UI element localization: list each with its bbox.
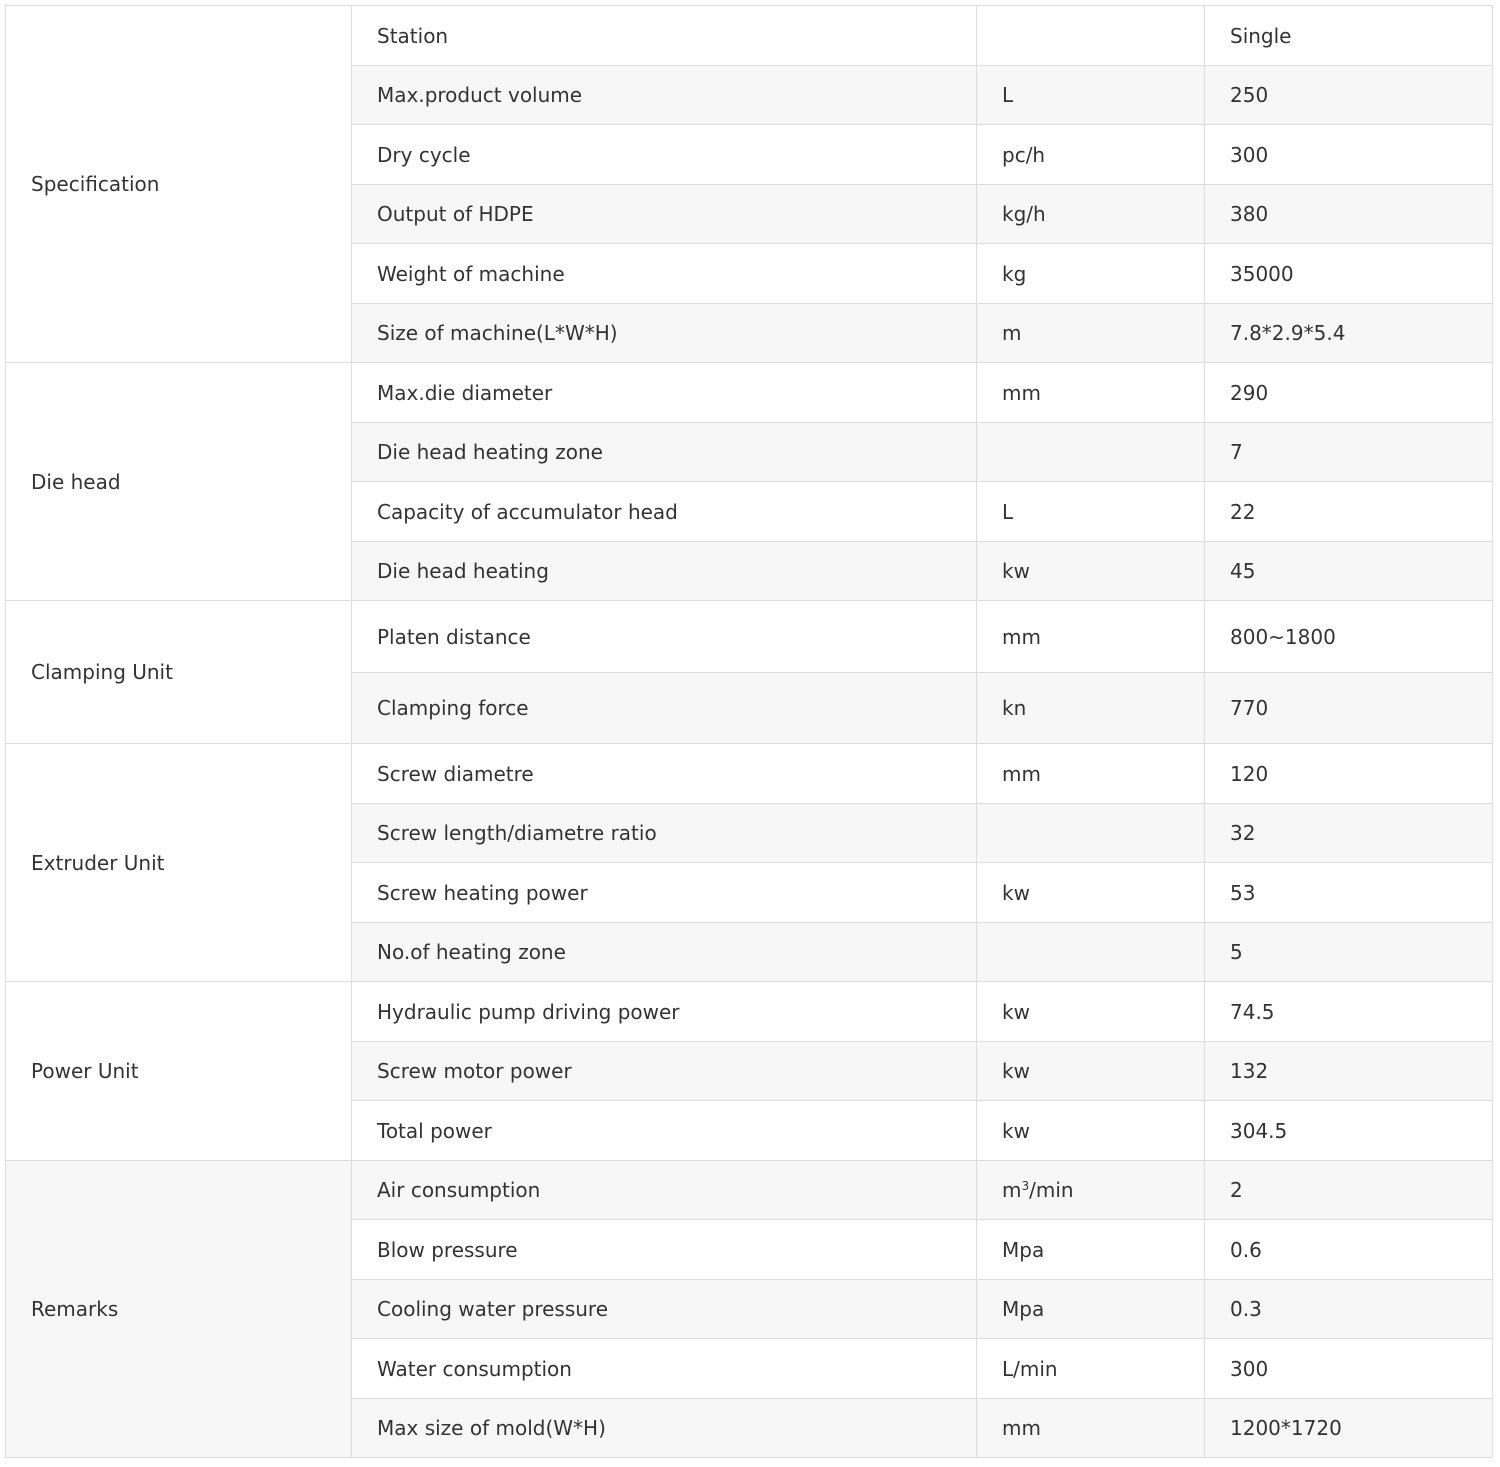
param-cell: Die head heating zone <box>352 423 977 482</box>
param-cell: Clamping force <box>352 673 977 744</box>
value-cell: 290 <box>1205 363 1493 423</box>
group-label-die-head: Die head <box>6 363 352 601</box>
value-cell: 132 <box>1205 1042 1493 1101</box>
unit-cell: kw <box>977 982 1205 1042</box>
unit-cell: kw <box>977 1042 1205 1101</box>
param-cell: Capacity of accumulator head <box>352 482 977 542</box>
table-row <box>6 601 1493 673</box>
table-row <box>6 363 1493 423</box>
param-cell: Weight of machine <box>352 244 977 304</box>
header-station: Station <box>352 6 977 66</box>
value-cell: 74.5 <box>1205 982 1493 1042</box>
unit-cell <box>977 1161 1205 1220</box>
param-cell: Max size of mold(W*H) <box>352 1399 977 1458</box>
param-cell: Size of machine(L*W*H) <box>352 304 977 363</box>
value-cell: 7 <box>1205 423 1493 482</box>
param-cell: Max.die diameter <box>352 363 977 423</box>
param-cell: Max.product volume <box>352 66 977 125</box>
group-label-power-unit: Power Unit <box>6 982 352 1161</box>
unit-cell <box>977 423 1205 482</box>
value-cell: 2 <box>1205 1161 1493 1220</box>
value-cell: 0.6 <box>1205 1220 1493 1280</box>
param-cell: Output of HDPE <box>352 185 977 244</box>
value-cell: 800~1800 <box>1205 601 1493 673</box>
value-cell: 5 <box>1205 923 1493 982</box>
param-cell: Water consumption <box>352 1339 977 1399</box>
param-cell: Hydraulic pump driving power <box>352 982 977 1042</box>
param-cell: Screw heating power <box>352 863 977 923</box>
value-cell: 300 <box>1205 1339 1493 1399</box>
value-cell: 45 <box>1205 542 1493 601</box>
value-cell: 1200*1720 <box>1205 1399 1493 1458</box>
value-cell: 35000 <box>1205 244 1493 304</box>
param-cell: Platen distance <box>352 601 977 673</box>
param-cell: Dry cycle <box>352 125 977 185</box>
value-cell: 250 <box>1205 66 1493 125</box>
param-cell: Blow pressure <box>352 1220 977 1280</box>
header-unit <box>977 6 1205 66</box>
value-cell: 53 <box>1205 863 1493 923</box>
unit-cell: kw <box>977 863 1205 923</box>
param-cell: Air consumption <box>352 1161 977 1220</box>
unit-superscript: 3 <box>1021 1179 1030 1193</box>
unit-cell: L/min <box>977 1339 1205 1399</box>
unit-cell: Mpa <box>977 1280 1205 1339</box>
param-cell: Screw diametre <box>352 744 977 804</box>
table-row <box>6 982 1493 1042</box>
param-cell: No.of heating zone <box>352 923 977 982</box>
table-row <box>6 744 1493 804</box>
value-cell: 300 <box>1205 125 1493 185</box>
unit-base: m <box>1002 1178 1022 1202</box>
param-cell: Screw length/diametre ratio <box>352 804 977 863</box>
header-single: Single <box>1205 6 1493 66</box>
unit-cell: kg/h <box>977 185 1205 244</box>
value-cell: 120 <box>1205 744 1493 804</box>
unit-cell: kw <box>977 1101 1205 1161</box>
unit-cell: Mpa <box>977 1220 1205 1280</box>
group-label-specification: Specification <box>6 6 352 363</box>
unit-cell: kw <box>977 542 1205 601</box>
unit-cell: mm <box>977 744 1205 804</box>
unit-tail: /min <box>1029 1178 1074 1202</box>
group-label-clamping-unit: Clamping Unit <box>6 601 352 744</box>
value-cell: 770 <box>1205 673 1493 744</box>
specification-table <box>5 5 1493 1458</box>
value-cell: 0.3 <box>1205 1280 1493 1339</box>
value-cell: 22 <box>1205 482 1493 542</box>
param-cell: Total power <box>352 1101 977 1161</box>
unit-cell: kg <box>977 244 1205 304</box>
unit-cell <box>977 804 1205 863</box>
value-cell: 380 <box>1205 185 1493 244</box>
unit-cell <box>977 923 1205 982</box>
table-row <box>6 6 1493 66</box>
spec-table-wrapper <box>5 5 1492 1458</box>
value-cell: 304.5 <box>1205 1101 1493 1161</box>
value-cell: 7.8*2.9*5.4 <box>1205 304 1493 363</box>
param-cell: Die head heating <box>352 542 977 601</box>
group-label-extruder-unit: Extruder Unit <box>6 744 352 982</box>
group-label-remarks: Remarks <box>6 1161 352 1458</box>
unit-cell: pc/h <box>977 125 1205 185</box>
unit-cell: mm <box>977 1399 1205 1458</box>
unit-cell: L <box>977 66 1205 125</box>
unit-cell: kn <box>977 673 1205 744</box>
table-row <box>6 1161 1493 1220</box>
unit-cell: m <box>977 304 1205 363</box>
param-cell: Screw motor power <box>352 1042 977 1101</box>
value-cell: 32 <box>1205 804 1493 863</box>
param-cell: Cooling water pressure <box>352 1280 977 1339</box>
unit-cell: mm <box>977 363 1205 423</box>
unit-cell: L <box>977 482 1205 542</box>
unit-cell: mm <box>977 601 1205 673</box>
